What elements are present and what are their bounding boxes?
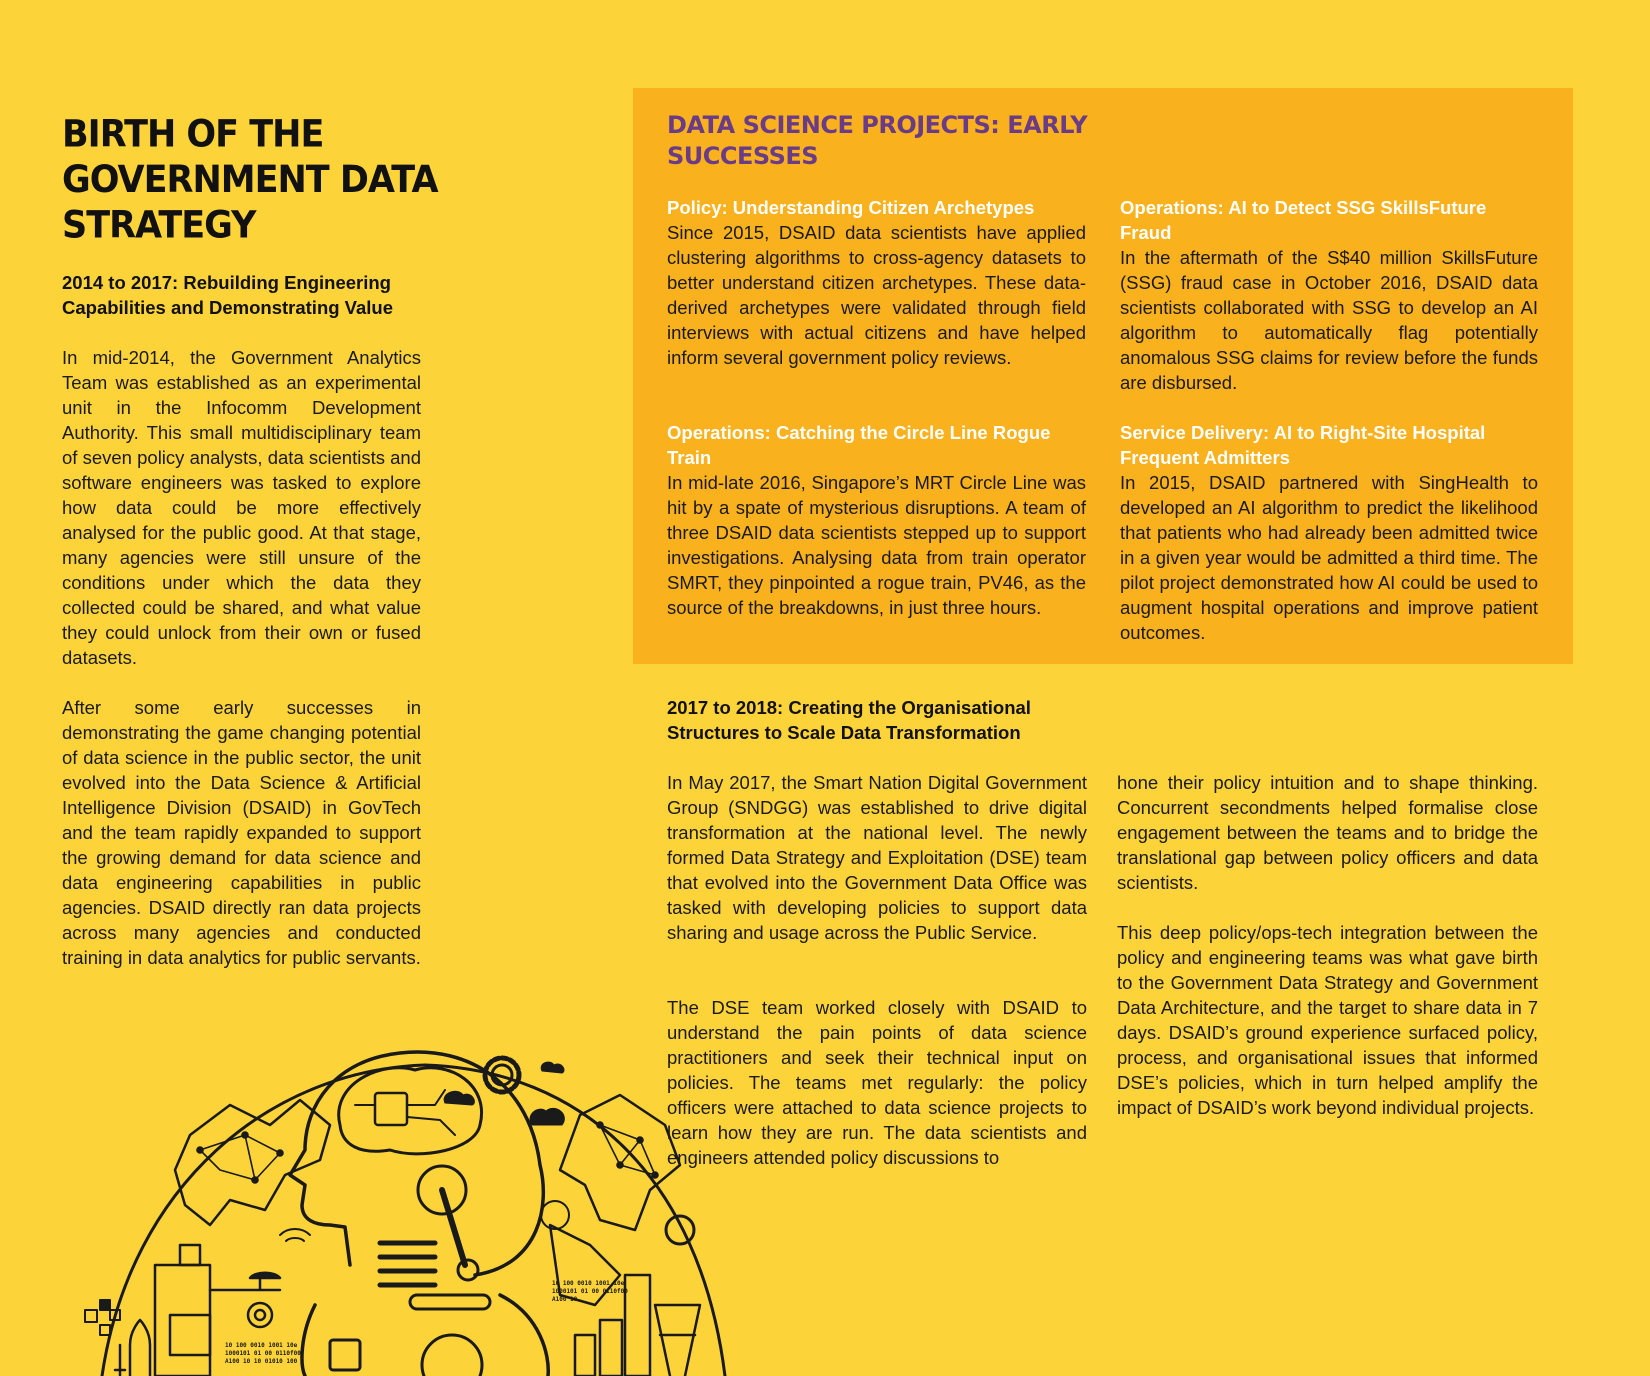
project-text: Since 2015, DSAID data scientists have applied clustering algorithms to cross-agency datasets to better understand citizen archetypes. These data-derived archetypes were validated through field interviews with actual citizens and have helped inform several government policy reviews. <box>667 222 1086 368</box>
circuit-lines <box>355 1090 455 1135</box>
project-circle-line <box>667 420 1086 620</box>
binary-line: A100 10 10 01010 100 <box>225 1358 298 1365</box>
planet-icon <box>541 1201 569 1229</box>
lower-paragraph-2: The DSE team worked closely with DSAID to understand the pain points of data science practitioners and seek their technical input on policies. The teams met regularly: the policy officers were attached to data science projects to learn how they are run. The data scientists and engineers attended policy discussions to <box>667 997 1087 1168</box>
brain <box>339 1068 482 1154</box>
chest-circle <box>422 1335 482 1376</box>
project-text: In 2015, DSAID partnered with SingHealth to developed an AI algorithm to predict the likelihood that patients who had already been admitted twice in a given year would be admitted a third time. The pilot project demonstrated how AI could be used to augment hospital operations and improve patient outcomes. <box>1120 472 1538 643</box>
project-hospital-admitters <box>1120 420 1538 645</box>
rocket-icon <box>130 1320 150 1376</box>
project-text: In mid-late 2016, Singapore’s MRT Circle Line was hit by a spate of mysterious disruptions. A team of three DSAID data scientists stepped up to support investigations. Analysing data from train operator SMRT, they pinpointed a rogue train, PV46, as the source of the breakdowns, in just three hours. <box>667 472 1086 618</box>
page-title: BIRTH OF THE GOVERNMENT DATA STRATEGY <box>62 113 438 247</box>
binary-line: 1000101 01 00 0110f00 <box>225 1350 301 1357</box>
lower-paragraph-4: This deep policy/ops-tech integration between the policy and engineering teams was what gave birth to the Government Data Strategy and Government Data Architecture, and the target to share data in 7 days. DSAID’s ground experience surfaced policy, process, and organisational issues that informed DSE’s policies, which in turn helped amplify the impact of DSAID’s work beyond individual projects. <box>1117 922 1538 1118</box>
section-subhead-2017: 2017 to 2018: Creating the Organisational Structures to Scale Data Transformation <box>667 697 1031 743</box>
wifi-icon <box>280 1229 310 1241</box>
vent-lines <box>380 1243 435 1285</box>
project-heading: Policy: Understanding Citizen Archetypes <box>667 197 1035 218</box>
project-citizen-archetypes <box>667 195 1086 370</box>
cloud-icon <box>444 1091 474 1105</box>
body-outline <box>302 1295 548 1376</box>
dish-icon <box>666 1216 694 1244</box>
project-heading: Service Delivery: AI to Right-Site Hospital Frequent Admitters <box>1120 422 1486 468</box>
binary-line: A100 10 <box>552 1296 578 1303</box>
lower-paragraph-1: In May 2017, the Smart Nation Digital Government Group (SNDGG) was established to drive digital transformation at the national level. The newly formed Data Strategy and Exploitation (DSE) team that evolved into the Government Data Office was tasked with developing policies to support data sharing and usage across the Public Service. <box>667 772 1087 943</box>
projects-box-title: DATA SCIENCE PROJECTS: EARLY SUCCESSES <box>667 111 1088 170</box>
left-paragraph-2: After some early successes in demonstrating the game changing potential of data science in the public sector, the unit evolved into the Data Science & Artificial Intelligence Division (DSAID) in GovTech and the team rapidly expanded to support the growing demand for data science and data engineering capabilities in public agencies. DSAID directly ran data projects across many agencies and conducted training in data analytics for public servants. <box>62 697 421 968</box>
project-text: In the aftermath of the S$40 million SkillsFuture (SSG) fraud case in October 2016, DSAID data scientists collaborated with SSG to develop an AI algorithm to automatically flag potentially anomalous SSG claims for review before the funds are disbursed. <box>1120 247 1538 393</box>
project-ssg-fraud <box>1120 195 1538 395</box>
cloud-network-icon <box>530 1108 564 1125</box>
lower-paragraph-3: hone their policy intuition and to shape thinking. Concurrent secondments helped formalise close engagement between the teams and to bridge the translational gap between policy officers and data scientists. <box>1117 772 1538 893</box>
ai-globe-illustration <box>80 975 740 1376</box>
binary-line: 1000101 01 00 0110f00 <box>552 1288 628 1295</box>
section-subhead-2014: 2014 to 2017: Rebuilding Engineering Capabilities and Demonstrating Value <box>62 272 394 318</box>
chest-chip <box>330 1340 360 1370</box>
tower-icon <box>655 1305 700 1376</box>
binary-line: 10 100 0010 1001 10e <box>552 1280 625 1287</box>
dial-knob <box>458 1260 478 1280</box>
binary-line: 10 100 0010 1001 10e <box>225 1342 298 1349</box>
cloud-icon <box>541 1062 564 1073</box>
project-heading: Operations: Catching the Circle Line Rogue Train <box>667 422 1051 468</box>
project-heading: Operations: AI to Detect SSG SkillsFuture Fraud <box>1120 197 1487 243</box>
binary-code <box>225 1280 628 1365</box>
brain-chip <box>375 1093 407 1125</box>
continent-left <box>175 1100 330 1225</box>
globe-outline <box>102 1065 725 1376</box>
neck-bar <box>410 1295 490 1309</box>
left-paragraph-1: In mid-2014, the Government Analytics Team was established as an experimental unit in the Infocomm Development Authority. This small multidisciplinary team of seven policy analysts, data scientists and software engineers was tasked to explore how data could be more effectively analysed for the public good. At that stage, many agencies were still unsure of the conditions under which the data they collected could be shared, and what value they could unlock from their own or fused datasets. <box>62 347 421 668</box>
